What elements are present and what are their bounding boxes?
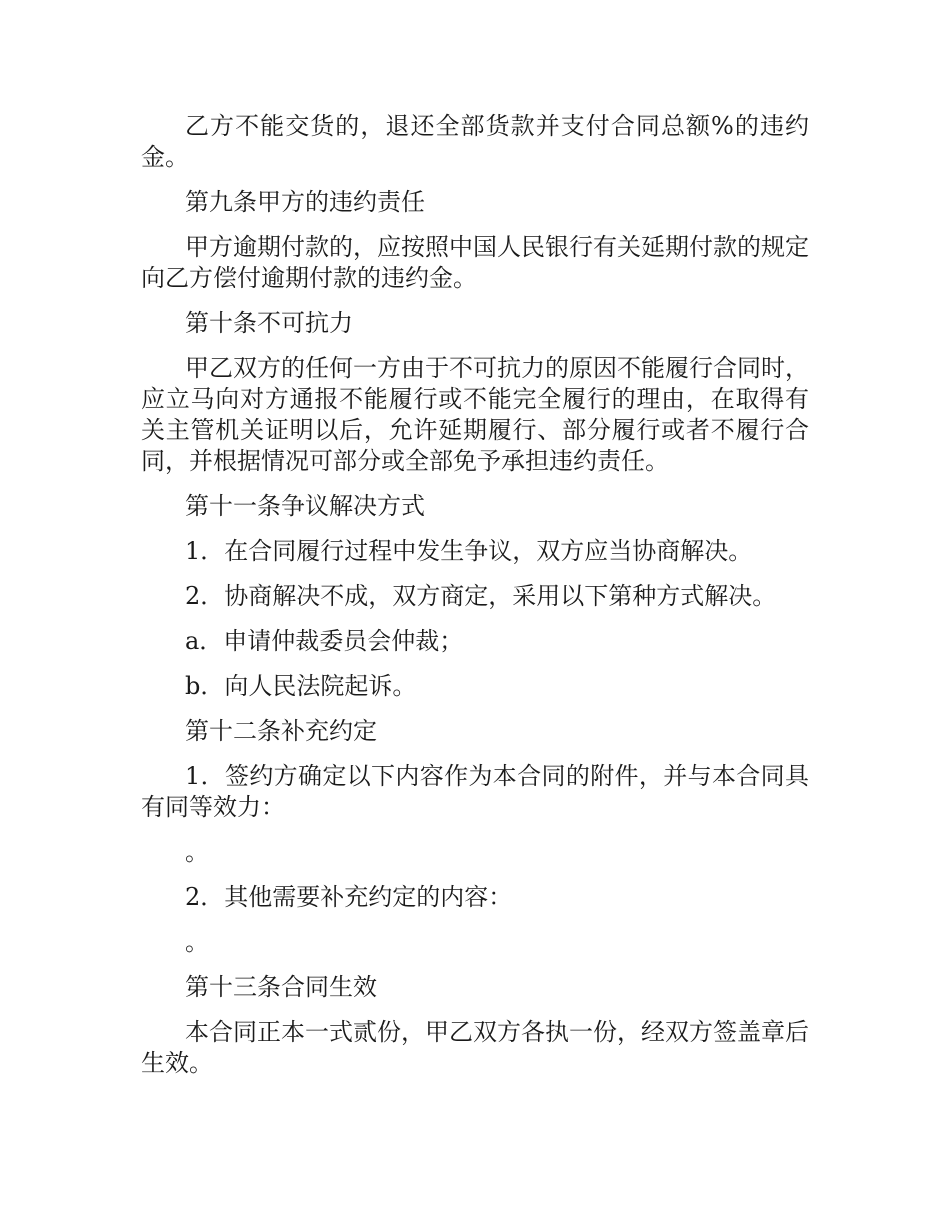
article-12-heading: 第十二条补充约定 (185, 717, 377, 745)
article-11-heading: 第十一条争议解决方式 (185, 492, 425, 520)
paragraph-breach-seller-no-delivery: 乙方不能交货的，退还全部货款并支付合同总额%的违约金。 (141, 112, 809, 171)
article-9-heading: 第九条甲方的违约责任 (185, 188, 425, 216)
supplement-item-2: 2．其他需要补充约定的内容： (185, 883, 513, 911)
article-10-heading: 第十条不可抗力 (185, 309, 353, 337)
document-body (141, 111, 809, 1093)
supplement-item-1-blank: 。 (185, 838, 209, 866)
article-13-heading: 第十三条合同生效 (185, 973, 377, 1001)
paragraph-late-payment: 甲方逾期付款的，应按照中国人民银行有关延期付款的规定向乙方偿付逾期付款的违约金。 (141, 233, 809, 292)
dispute-item-2: 2．协商解决不成，双方商定，采用以下第种方式解决。 (185, 582, 777, 610)
dispute-option-b: b．向人民法院起诉。 (185, 672, 417, 700)
dispute-option-a: a．申请仲裁委员会仲裁； (185, 627, 464, 655)
dispute-item-1: 1．在合同履行过程中发生争议，双方应当协商解决。 (185, 537, 753, 565)
paragraph-effectiveness: 本合同正本一式贰份，甲乙双方各执一份，经双方签盖章后生效。 (141, 1018, 809, 1077)
paragraph-force-majeure: 甲乙双方的任何一方由于不可抗力的原因不能履行合同时，应立马向对方通报不能履行或不能完全履行的理由，在取得有关主管机关证明以后，允许延期履行、部分履行或者不履行合同，并根据情况可部分或全部免予承担违约责任。 (141, 354, 809, 475)
supplement-item-2-blank: 。 (185, 928, 209, 956)
supplement-item-1: 1．签约方确定以下内容作为本合同的附件，并与本合同具有同等效力： (141, 762, 809, 821)
